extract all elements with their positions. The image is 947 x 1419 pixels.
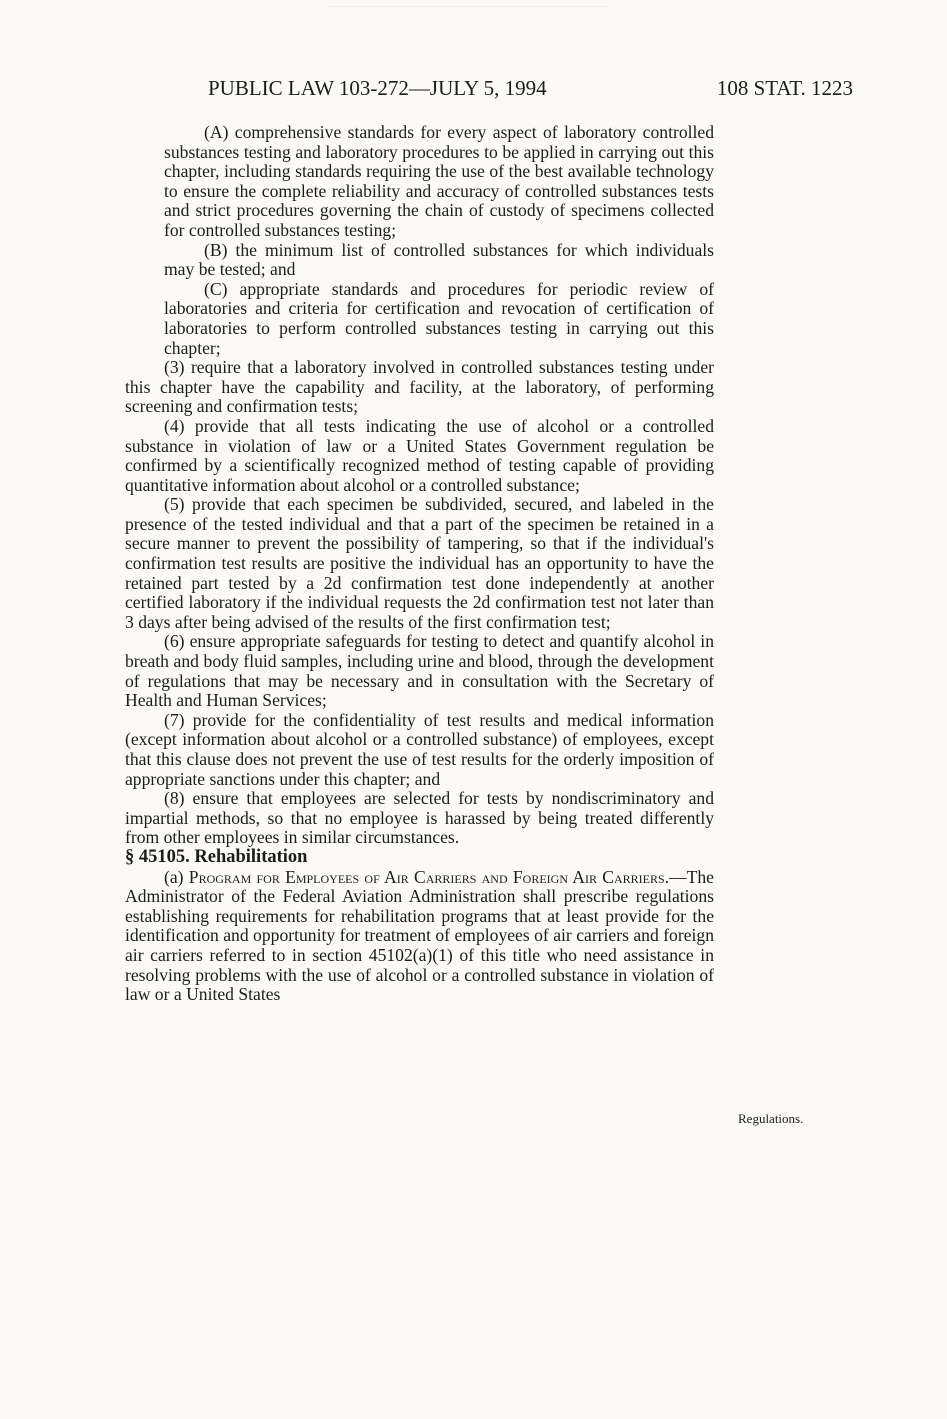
paragraph-b: (B) the minimum list of controlled substances for which individuals may be tested; and — [164, 239, 714, 280]
header-stat-citation: 108 STAT. 1223 — [716, 76, 853, 100]
paragraph-8: (8) ensure that employees are selected for tests by nondiscriminatory and impartial methods, so that no employee is harassed by being treated differently from other employees in similar circumstances. — [125, 788, 714, 848]
paragraph-3: (3) require that a laboratory involved in controlled substances testing under this chapter have the capability and facility, at the laboratory, of performing screening and confirmation tests; — [125, 357, 714, 417]
paragraph-5: (5) provide that each specimen be subdivided, secured, and labeled in the presence of the tested individual and that a part of the specimen be retained in a secure manner to prevent the possibility of tampering, so that if the individual's confirmation test results are positive the individual has an opportunity to have the retained part tested by a 2d confirmation test done independently at another certified laboratory if the individual requests the 2d confirmation test not later than 3 days after being advised of the results of the first confirmation test; — [125, 494, 714, 632]
subsection-text: —The Administrator of the Federal Aviation Administration shall prescribe regulations establishing requirements for rehabilitation programs that at least provide for the identification and opportunity for treatment of employees of air carriers and foreign air carriers referred to in section 45102(a)(1) of this title who need assistance in resolving problems with the use of alcohol or a controlled substance in violation of law or a United States — [125, 866, 714, 1005]
paragraph-a: (A) comprehensive standards for every aspect of laboratory controlled substances testing and laboratory procedures to be applied in carrying out this chapter, including standards requiring the use of the best available technology to ensure the complete reliability and accuracy of controlled substances tests and strict procedures governing the chain of custody of specimens collected for controlled substances testing; — [164, 122, 714, 240]
subsection-a — [125, 868, 714, 1005]
document-body — [125, 123, 714, 1005]
paragraph-6: (6) ensure appropriate safeguards for testing to detect and quantify alcohol in breath and body fluid samples, including urine and blood, through the development of regulations that may be necessary and in consultation with the Secretary of Health and Human Services; — [125, 631, 714, 711]
subsection-heading: Program for Employees of Air Carriers and Foreign Air Carriers. — [188, 866, 670, 887]
paragraph-c: (C) appropriate standards and procedures for periodic review of laboratories and criteria for certification and revocation of certification of laboratories to perform controlled substances testing in carrying out this chapter; — [164, 278, 714, 358]
paragraph-7: (7) provide for the confidentiality of test results and medical information (except information about alcohol or a controlled substance) of employees, except that this clause does not prevent the use of test results for the orderly imposition of appropriate sanctions under this chapter; and — [125, 709, 714, 789]
margin-note-regulations: Regulations. — [738, 1111, 804, 1126]
subsection-label: (a) — [164, 866, 189, 887]
section-heading: § 45105. Rehabilitation — [125, 846, 308, 867]
header-title: PUBLIC LAW 103-272—JULY 5, 1994 — [208, 76, 547, 100]
bleed-through-mark — [330, 6, 610, 13]
paragraph-4: (4) provide that all tests indicating the use of alcohol or a controlled substance in violation of law or a United States Government regulation be confirmed by a scientifically recognized method of testing capable of providing quantitative information about alcohol or a controlled substance; — [125, 415, 714, 495]
